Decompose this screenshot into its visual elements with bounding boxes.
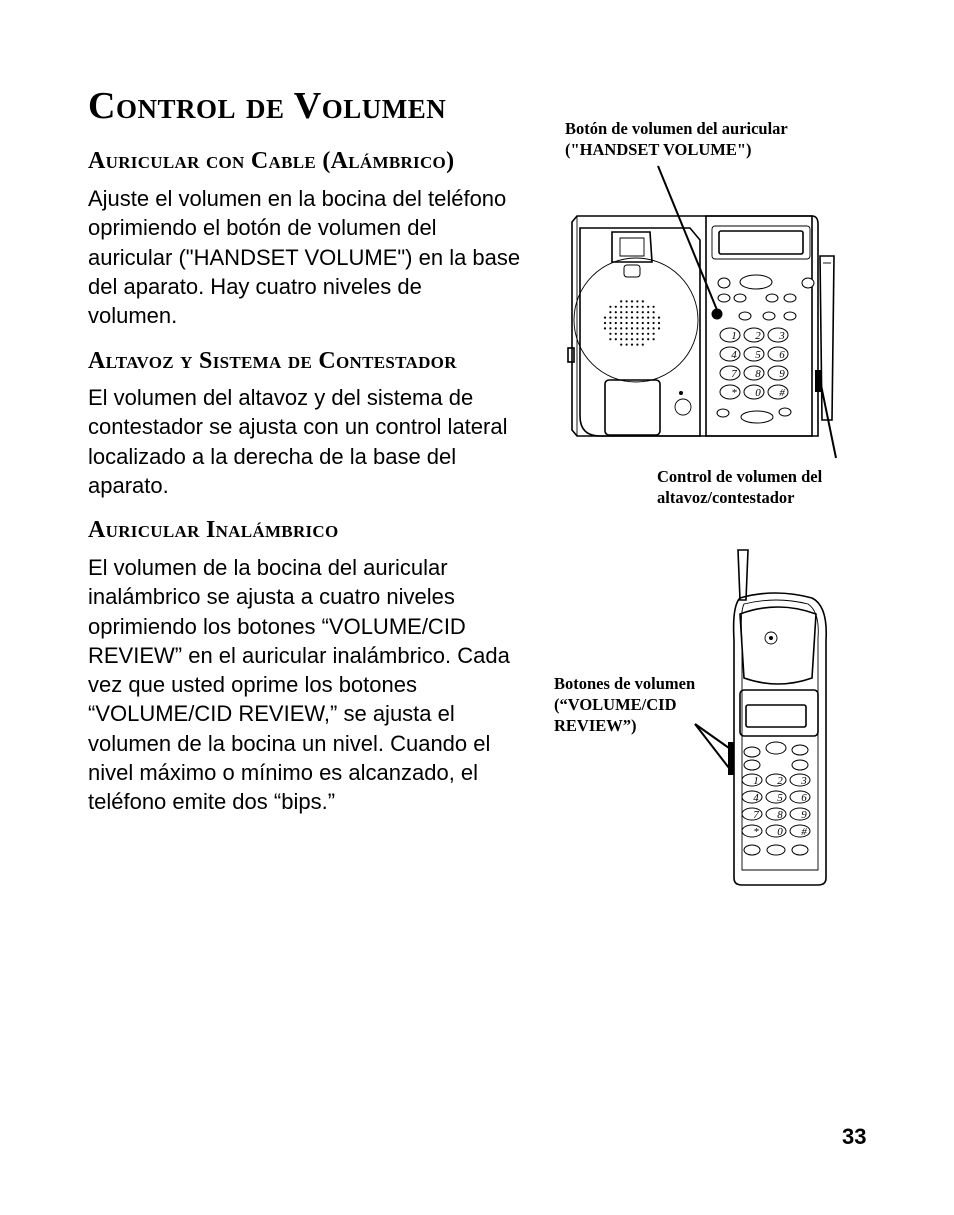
handset-lcd <box>746 705 806 727</box>
text-line: localizado a la derecha de la base del <box>88 443 457 469</box>
page-title: Control de Volumen <box>88 85 447 127</box>
text-line: volumen de la bocina un nivel. Cuando el <box>88 730 491 756</box>
callout-handset-volume: Botón de volumen del auricular ("HANDSET VOLUME") <box>565 119 788 159</box>
keypad-key <box>766 774 786 786</box>
keypad-key-label: 9 <box>801 809 807 821</box>
keypad-key <box>766 825 786 837</box>
keypad-key-label: 2 <box>755 330 761 342</box>
text-line: inalámbrico se ajusta a cuatro niveles <box>88 584 455 610</box>
section-heading-speaker: Altavoz y Sistema de Contestador <box>88 348 457 374</box>
keypad-key-label: 5 <box>755 349 761 361</box>
keypad-key <box>766 808 786 820</box>
keypad-key <box>742 825 762 837</box>
keypad-key-label: 3 <box>801 775 807 787</box>
text-line: oprimiendo el botón de volumen del <box>88 215 437 241</box>
section-heading-corded: Auricular con Cable (Alámbrico) <box>88 148 455 174</box>
keypad-key <box>742 791 762 803</box>
text-line: El volumen del altavoz y del sistema de <box>88 385 474 410</box>
keypad-key-label: 0 <box>777 826 783 838</box>
keypad-key-label: 4 <box>731 349 737 361</box>
keypad-key <box>790 825 810 837</box>
handset-antenna <box>738 550 748 600</box>
text-line: contestador se ajusta con un control lateral <box>88 414 508 440</box>
keypad-key-label: 4 <box>753 792 759 804</box>
callout-volume-buttons: Botones de volumen (“VOLUME/CID REVIEW”) <box>554 674 696 735</box>
text-line: vez que usted oprime los botones <box>88 672 417 698</box>
text-line: nivel máximo o mínimo es alcanzado, el <box>88 760 479 786</box>
text-line: aparato. <box>88 472 169 498</box>
keypad-key-label: 1 <box>731 330 737 342</box>
text-line: El volumen de la bocina del auricular <box>88 555 448 580</box>
handset-earpiece <box>740 607 816 684</box>
keypad-key-label: 0 <box>755 387 761 399</box>
keypad-key-label: 6 <box>779 349 785 361</box>
keypad-key-label: 9 <box>779 368 785 380</box>
keypad-key-label: 1 <box>753 775 759 787</box>
keypad-key-label: # <box>779 387 785 399</box>
keypad-key-label: 2 <box>777 775 783 787</box>
keypad-key <box>742 774 762 786</box>
keypad-key-label: 7 <box>731 368 737 380</box>
keypad-key <box>790 774 810 786</box>
handset-body <box>734 593 827 885</box>
keypad-key-label: 8 <box>755 368 761 380</box>
section-heading-cordless: Auricular Inalámbrico <box>88 517 339 543</box>
callout-speaker-volume: Control de volumen del altavoz/contestador <box>657 467 823 507</box>
text-line: auricular ("HANDSET VOLUME") en la base <box>88 244 521 270</box>
text-line: REVIEW” en el auricular inalámbrico. Cada <box>88 642 510 668</box>
keypad-key-label: 8 <box>777 809 783 821</box>
keypad-key <box>766 791 786 803</box>
keypad-key-label: 7 <box>753 809 759 821</box>
keypad-key-label: 3 <box>779 330 785 342</box>
text-line: volumen. <box>88 303 178 329</box>
keypad-key-label: * <box>753 826 759 838</box>
keypad-key-label: # <box>801 826 807 838</box>
keypad-key <box>790 808 810 820</box>
text-line: teléfono emite dos “bips.” <box>88 789 336 815</box>
text-line: Ajuste el volumen en la bocina del teléfono <box>88 186 507 211</box>
handset-keypad <box>742 774 810 838</box>
page-number: 33 <box>842 1124 867 1149</box>
keypad-key-label: * <box>731 387 737 399</box>
text-line: oprimiendo los botones “VOLUME/CID <box>88 613 466 639</box>
keypad-key <box>790 791 810 803</box>
keypad-key-label: 6 <box>801 792 807 804</box>
keypad-key-label: 5 <box>777 792 783 804</box>
text-line: del aparato. Hay cuatro niveles de <box>88 273 422 299</box>
text-line: “VOLUME/CID REVIEW,” se ajusta el <box>88 701 455 727</box>
keypad-key <box>742 808 762 820</box>
